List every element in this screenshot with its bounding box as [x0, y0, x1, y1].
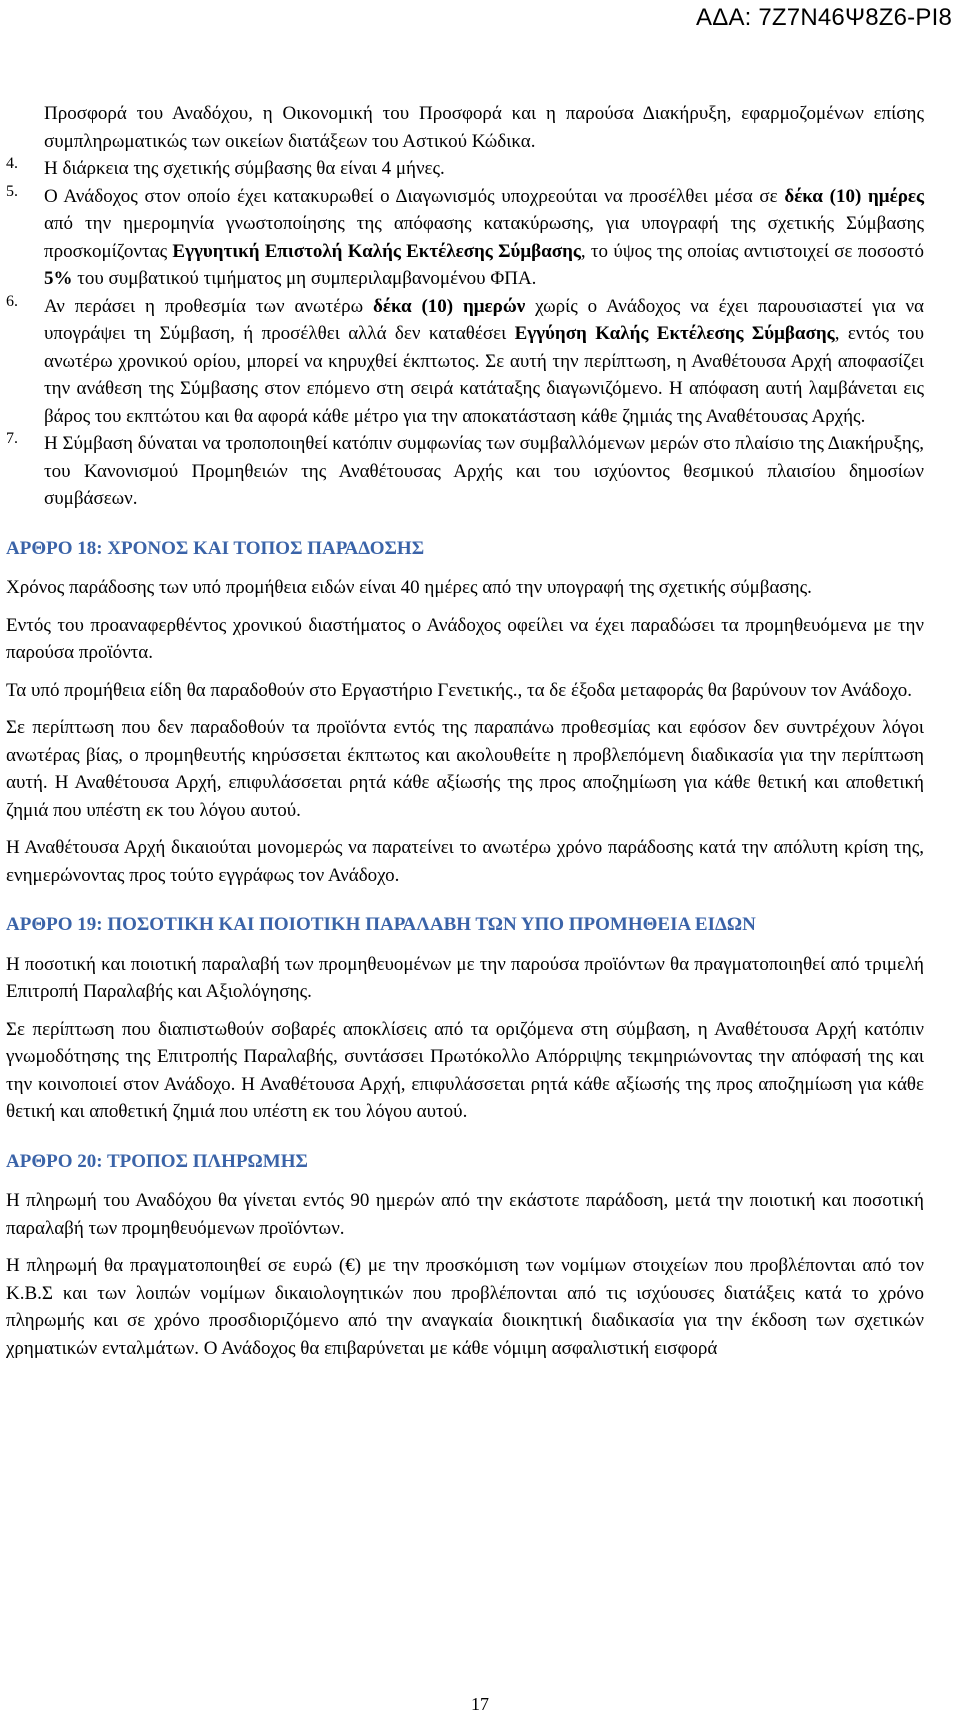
list-item — [6, 183, 924, 293]
article-18-heading: ΑΡΘΡΟ 18: ΧΡΟΝΟΣ ΚΑΙ ΤΟΠΟΣ ΠΑΡΑΔΟΣΗΣ — [6, 537, 425, 559]
paragraph: Η πληρωμή του Αναδόχου θα γίνεται εντός 90 ημερών από την εκάστοτε παράδοση, μετά την ποιοτική και ποσοτική παραλαβή των προμηθευόμενων προϊόντων. — [6, 1190, 924, 1239]
paragraph: Σε περίπτωση που δεν παραδοθούν τα προϊόντα εντός της παραπάνω προθεσμίας και εφόσον δεν συντρέχουν λόγοι ανωτέρας βίας, ο προμηθευτής κηρύσσεται έκπτωτος και ακολουθείτε η προβλεπόμενη διαδικασία για την περίπτωση αυτή. Η Αναθέτουσα Αρχή, επιφυλάσσεται ρητά κάθε αξίωσής της προς αποζημίωση για κάθε θετική και αποθετική ζημιά που υπέστη εκ του λόγου αυτού. — [6, 717, 924, 821]
page-content — [6, 100, 924, 1372]
list-item-text: Η Σύμβαση δύναται να τροποποιηθεί κατόπιν συμφωνίας των συμβαλλόμενων μερών στο πλαίσιο της Διακήρυξης, του Κανονισμού Προμηθειών της Αναθέτουσας Αρχής και του ισχύοντος θεσμικού πλαισίου δημοσίων συμβάσεων. — [44, 433, 924, 509]
list-item-text: Αν περάσει η προθεσμία των ανωτέρω δέκα (10) ημερών χωρίς ο Ανάδοχος να έχει παρουσιαστεί για να υπογράψει τη Σύμβαση, ή προσέλθει αλλά δεν καταθέσει Εγγύηση Καλής Εκτέλεσης Σύμβασης, εντός του ανωτέρω χρονικού ορίου, μπορεί να κηρυχθεί έκπτωτος. Σε αυτή την περίπτωση, η Αναθέτουσα Αρχή αποφασίζει την ανάθεση της Σύμβασης στον επόμενο στη σειρά κατάταξης διαγωνιζόμενο. Η απόφαση αυτή λαμβάνεται εις βάρος του εκπτώτου και θα αφορά κάθε μέτρο για την αποκατάσταση κάθε ζημιάς της Αναθέτουσας Αρχής. — [44, 295, 924, 427]
list-item-text: Ο Ανάδοχος στον οποίο έχει κατακυρωθεί ο Διαγωνισμός υποχρεούται να προσέλθει μέσα σε δέκα (10) ημέρες από την ημερομηνία γνωστοποίησης της απόφασης κατακύρωσης, για υπογραφή της σχετικής Σύμβασης προσκομίζοντας Εγγυητική Επιστολή Καλής Εκτέλεσης Σύμβασης, το ύψος της οποίας αντιστοιχεί σε ποσοστό 5% του συμβατικού τιμήματος μη συμπεριλαμβανομένου ΦΠΑ. — [44, 185, 924, 289]
ada-code: ΑΔΑ: 7Ζ7Ν46Ψ8Ζ6-ΡΙ8 — [696, 4, 952, 31]
list-item-number: 6. — [6, 292, 18, 310]
paragraph: Η ποσοτική και ποιοτική παραλαβή των προμηθευομένων με την παρούσα προϊόντων θα πραγματοποιηθεί από τριμελή Επιτροπή Παραλαβής και Αξιολόγησης. — [6, 953, 924, 1002]
article-20-heading: ΑΡΘΡΟ 20: ΤΡΟΠΟΣ ΠΛΗΡΩΜΗΣ — [6, 1150, 308, 1172]
list-item — [6, 293, 924, 431]
numbered-list — [6, 155, 924, 513]
list-item-number: 5. — [6, 182, 18, 200]
article-19-heading: ΑΡΘΡΟ 19: ΠΟΣΟΤΙΚΗ ΚΑΙ ΠΟΙΟΤΙΚΗ ΠΑΡΑΛΑΒΗ ΤΩΝ ΥΠΟ ΠΡΟΜΗΘΕΙΑ ΕΙΔΩΝ — [6, 914, 756, 935]
list-item-number: 4. — [6, 155, 18, 172]
list-item — [6, 155, 924, 183]
paragraph: Τα υπό προμήθεια είδη θα παραδοθούν στο Εργαστήριο Γενετικής., τα δε έξοδα μεταφοράς θα βαρύνουν τον Ανάδοχο. — [6, 679, 912, 701]
list-item-number: 7. — [6, 430, 18, 447]
paragraph: Η Αναθέτουσα Αρχή δικαιούται μονομερώς να παρατείνει το ανωτέρω χρόνο παράδοσης κατά την απόλυτη κρίση της, ενημερώνοντας προς τούτο εγγράφως τον Ανάδοχο. — [6, 837, 924, 886]
list-item — [6, 430, 924, 513]
paragraph: Εντός του προαναφερθέντος χρονικού διαστήματος ο Ανάδοχος οφείλει να έχει παραδώσει τα προμηθευόμενα με την παρούσα προϊόντα. — [6, 614, 924, 663]
paragraph: Σε περίπτωση που διαπιστωθούν σοβαρές αποκλίσεις από τα οριζόμενα στη σύμβαση, η Αναθέτουσα Αρχή κατόπιν γνωμοδότησης της Επιτροπής Παραλαβής, συντάσσει Πρωτόκολλο Απόρριψης τεκμηριώνοντας την απόφασή της και την κοινοποιεί στον Ανάδοχο. Η Αναθέτουσα Αρχή, επιφυλάσσεται ρητά κάθε αξίωσής της προς αποζημίωση για κάθε θετική και αποθετική ζημιά που υπέστη εκ του λόγου αυτού. — [6, 1018, 924, 1122]
intro-continuation: Προσφορά του Αναδόχου, η Οικονομική του Προσφορά και η παρούσα Διακήρυξη, εφαρμοζομένων επίσης συμπληρωματικώς των οικείων διατάξεων του Αστικού Κώδικα. — [44, 103, 924, 152]
list-item-text: Η διάρκεια της σχετικής σύμβασης θα είναι 4 μήνες. — [44, 158, 445, 179]
page-number: 17 — [471, 1694, 489, 1714]
paragraph: Η πληρωμή θα πραγματοποιηθεί σε ευρώ (€) με την προσκόμιση των νομίμων στοιχείων που προβλέπονται από τον Κ.Β.Σ και των λοιπών νομίμων δικαιολογητικών που προβλέπονται από τις ισχύουσες διατάξεις κατά το χρόνο πληρωμής και σε χρόνο προσδιοριζόμενο από την αναγκαία διοικητική διαδικασία για την έκδοση των σχετικών χρηματικών ενταλμάτων. Ο Ανάδοχος θα επιβαρύνεται με κάθε νόμιμη ασφαλιστική εισφορά — [6, 1255, 924, 1359]
paragraph: Χρόνος παράδοσης των υπό προμήθεια ειδών είναι 40 ημέρες από την υπογραφή της σχετικής σύμβασης. — [6, 577, 812, 598]
